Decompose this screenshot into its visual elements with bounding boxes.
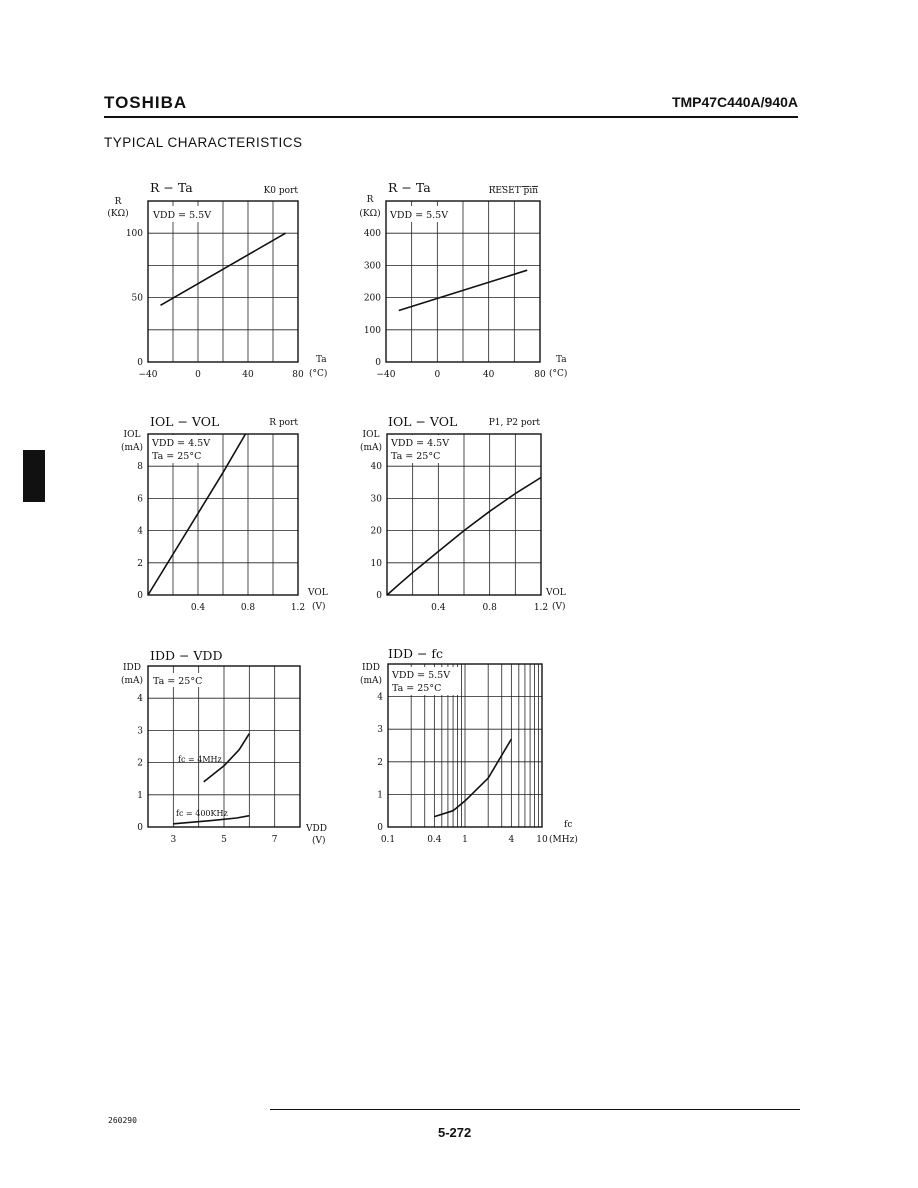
y-tick-label: 0 — [137, 591, 143, 601]
axis-ticks — [137, 694, 278, 845]
section-title: TYPICAL CHARACTERISTICS — [104, 135, 303, 150]
x-tick-label: 0 — [434, 370, 441, 380]
y-tick-label: 30 — [370, 494, 382, 505]
y-tick-label: 400 — [363, 229, 381, 240]
x-tick-label: 40 — [242, 370, 254, 380]
chart-title: R − Ta — [150, 180, 193, 195]
y-tick-label: 1 — [137, 790, 143, 801]
chart-r-ta-k0 — [100, 176, 340, 386]
x-axis-unit: (°C) — [309, 369, 328, 379]
x-axis-unit: (V) — [312, 836, 326, 846]
axis-ticks — [371, 462, 549, 613]
x-axis-label: VOL — [308, 588, 328, 598]
x-tick-label: 0.4 — [190, 603, 206, 613]
y-tick-label: 0 — [375, 358, 381, 368]
chart-title: IDD − VDD — [150, 648, 223, 663]
chart-port-label: P1, P2 port — [488, 418, 540, 428]
condition-label: VDD = 4.5V — [391, 438, 450, 449]
chart-iol-vol-r — [100, 408, 340, 618]
x-axis-unit: (V) — [312, 602, 326, 612]
x-axis-label: fc — [564, 820, 573, 830]
y-axis-label: IOL — [123, 430, 141, 440]
condition-label: VDD = 5.5V — [392, 670, 451, 681]
x-tick-label: 80 — [292, 370, 304, 380]
y-axis-unit: (mA) — [359, 676, 383, 686]
condition-label: Ta = 25°C — [153, 676, 203, 687]
x-tick-label: 40 — [482, 370, 495, 380]
y-tick-label: 4 — [377, 692, 383, 703]
chart-idd-fc — [352, 640, 602, 852]
x-axis-label: Ta — [556, 355, 567, 365]
condition-label-2: Ta = 25°C — [391, 451, 441, 462]
x-tick-label: 5 — [221, 835, 227, 845]
y-tick-label: 100 — [363, 325, 381, 336]
y-tick-label: 100 — [125, 229, 143, 240]
x-tick-label: 1.2 — [533, 603, 549, 613]
y-tick-label: 1 — [377, 790, 383, 801]
chart-iol-vol-p1p2 — [352, 408, 592, 618]
y-axis-unit: (mA) — [120, 443, 144, 453]
x-tick-label: 7 — [271, 835, 278, 845]
y-tick-label: 4 — [137, 526, 143, 537]
axis-ticks — [137, 462, 305, 613]
x-tick-label: 0.8 — [240, 603, 256, 613]
y-axis-unit: (KΩ) — [107, 209, 129, 219]
x-tick-label: 0.1 — [380, 835, 396, 845]
y-tick-label: 3 — [377, 725, 383, 736]
y-tick-label: 300 — [363, 261, 381, 272]
chart-port-label: R port — [269, 418, 298, 428]
data-series — [434, 739, 511, 817]
x-tick-label: 0 — [195, 370, 201, 380]
y-axis-label: IDD — [123, 663, 141, 673]
footer-rule — [270, 1109, 800, 1110]
chart-title: IOL − VOL — [388, 414, 458, 429]
y-tick-label: 50 — [131, 293, 143, 304]
x-tick-label: 0.8 — [482, 603, 497, 613]
chart-port-label: RESET pin — [488, 186, 538, 196]
condition-label: VDD = 5.5V — [153, 210, 212, 221]
y-tick-label: 8 — [137, 462, 143, 473]
series-label-4mhz: fc = 4MHz — [178, 755, 222, 764]
y-axis-label: R — [366, 195, 374, 205]
y-tick-label: 20 — [370, 526, 382, 537]
axis-ticks — [126, 229, 304, 380]
x-tick-label: 0.4 — [431, 603, 446, 613]
chart-title: IDD − fc — [388, 646, 444, 661]
y-axis-unit: (mA) — [120, 676, 144, 686]
x-axis-unit: (V) — [552, 602, 566, 612]
chart-r-ta-reset — [352, 176, 592, 386]
axis-ticks — [364, 229, 546, 380]
x-axis-label: VOL — [546, 588, 566, 598]
x-tick-label: 3 — [170, 835, 177, 845]
part-number: TMP47C440A/940A — [671, 94, 798, 110]
y-tick-label: 0 — [137, 358, 143, 368]
y-tick-label: 3 — [137, 726, 143, 737]
x-tick-label: 1.2 — [290, 603, 306, 613]
x-axis-unit: (MHz) — [549, 835, 578, 845]
brand-logo-text: TOSHIBA — [104, 93, 188, 112]
y-axis-unit: (KΩ) — [359, 209, 381, 219]
x-tick-label: 10 — [536, 835, 548, 845]
x-axis-unit: (°C) — [549, 369, 568, 379]
series-line — [434, 739, 511, 817]
condition-label: VDD = 5.5V — [390, 210, 449, 221]
y-axis-label: IOL — [362, 430, 380, 440]
y-tick-label: 6 — [137, 494, 143, 505]
page-number: 5-272 — [438, 1125, 472, 1140]
y-tick-label: 2 — [377, 757, 383, 768]
plot-grid — [148, 201, 298, 362]
condition-label-2: Ta = 25°C — [392, 683, 442, 694]
x-tick-label: 0.4 — [427, 835, 442, 845]
page-edge-tab — [23, 450, 45, 502]
y-tick-label: 40 — [370, 462, 382, 473]
chart-idd-vdd — [100, 640, 340, 852]
y-axis-label: IDD — [362, 663, 380, 673]
y-axis-label: R — [114, 197, 122, 207]
x-tick-label: −40 — [376, 370, 396, 380]
axis-ticks — [377, 693, 548, 845]
plot-grid — [386, 201, 540, 362]
y-axis-unit: (mA) — [359, 443, 383, 453]
y-tick-label: 200 — [363, 293, 381, 304]
y-tick-label: 0 — [377, 823, 383, 833]
chart-title: R − Ta — [388, 180, 431, 195]
y-tick-label: 2 — [137, 558, 143, 569]
plot-grid — [148, 666, 300, 827]
x-tick-label: 80 — [534, 370, 546, 380]
header-rule — [104, 116, 798, 118]
chart-port-label: K0 port — [263, 186, 298, 196]
series-label-400khz: fc = 400KHz — [176, 809, 228, 818]
y-tick-label: 4 — [137, 694, 143, 705]
y-tick-label: 0 — [376, 591, 382, 601]
x-tick-label: −40 — [138, 370, 158, 380]
x-axis-label: Ta — [316, 355, 327, 365]
chart-title: IOL − VOL — [150, 414, 220, 429]
y-tick-label: 0 — [137, 823, 143, 833]
condition-label: VDD = 4.5V — [152, 438, 211, 449]
y-tick-label: 10 — [370, 558, 382, 569]
y-tick-label: 2 — [137, 758, 143, 769]
x-tick-label: 1 — [462, 835, 468, 845]
x-axis-label: VDD — [306, 824, 327, 834]
document-code: 260290 — [108, 1116, 137, 1125]
x-tick-label: 4 — [508, 835, 515, 845]
condition-label-2: Ta = 25°C — [152, 451, 202, 462]
